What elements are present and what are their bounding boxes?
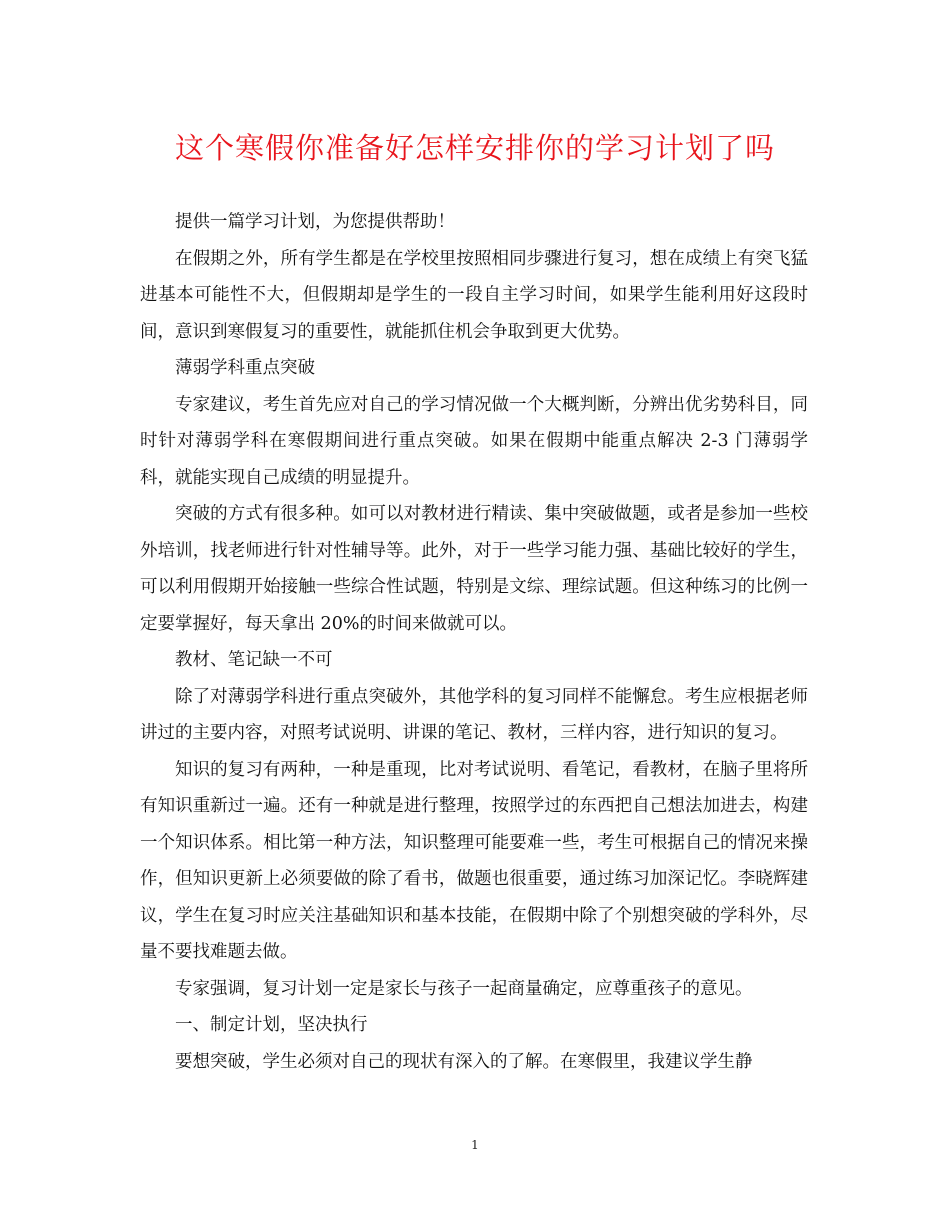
paragraph-review-methods: 知识的复习有两种，一种是重现，比对考试说明、看笔记，看教材，在脑子里将所有知识重新过一遍。还有一种就是进行整理，按照学过的东西把自己想法加进去，构建一个知识体系。相比第一种方法，知识整理可能要难一些，考生可根据自己的情况来操作，但知识更新上必须要做的除了看书，做题也很重要，通过练习加深记忆。李晓辉建议，学生在复习时应关注基础知识和基本技能，在假期中除了个别想突破的学科外，尽量不要找难题去做。	[140, 759, 808, 962]
paragraph-expert-advice: 专家建议，考生首先应对自己的学习情况做一个大概判断，分辨出优劣势科目，同时针对薄弱学科在寒假期间进行重点突破。如果在假期中能重点解决 2-3 门薄弱学科，就能实现自己成绩的明显提升。	[140, 394, 808, 488]
section-heading-make-plan: 一、制定计划，坚决执行	[175, 1015, 368, 1035]
section-heading-textbooks-notes: 教材、笔记缺一不可	[175, 650, 333, 670]
page-number: 1	[471, 1138, 479, 1152]
paragraph-breakthrough-methods: 突破的方式有很多种。如可以对教材进行精读、集中突破做题，或者是参加一些校外培训，找老师进行针对性辅导等。此外，对于一些学习能力强、基础比较好的学生，可以利用假期开始接触一些综合性试题，特别是文综、理综试题。但这种练习的比例一定要掌握好，每天拿出 20%的时间来做就可以。	[140, 504, 808, 634]
document-body	[140, 204, 808, 1080]
paragraph-intro: 提供一篇学习计划，为您提供帮助！	[175, 212, 455, 232]
paragraph-holiday-opportunity: 在假期之外，所有学生都是在学校里按照相同步骤进行复习，想在成绩上有突飞猛进基本可能性不大，但假期却是学生的一段自主学习时间，如果学生能利用好这段时间，意识到寒假复习的重要性，就能抓住机会争取到更大优势。	[140, 248, 808, 342]
paragraph-expert-emphasis: 专家强调，复习计划一定是家长与孩子一起商量确定，应尊重孩子的意见。	[175, 978, 753, 999]
paragraph-self-assessment: 要想突破，学生必须对自己的现状有深入的了解。在寒假里，我建议学生静	[175, 1051, 753, 1072]
section-heading-weak-subjects: 薄弱学科重点突破	[175, 358, 315, 378]
document-title: 这个寒假你准备好怎样安排你的学习计划了吗	[174, 131, 775, 165]
paragraph-other-subjects: 除了对薄弱学科进行重点突破外，其他学科的复习同样不能懈怠。考生应根据老师讲过的主要内容，对照考试说明、讲课的笔记、教材，三样内容，进行知识的复习。	[140, 686, 808, 743]
